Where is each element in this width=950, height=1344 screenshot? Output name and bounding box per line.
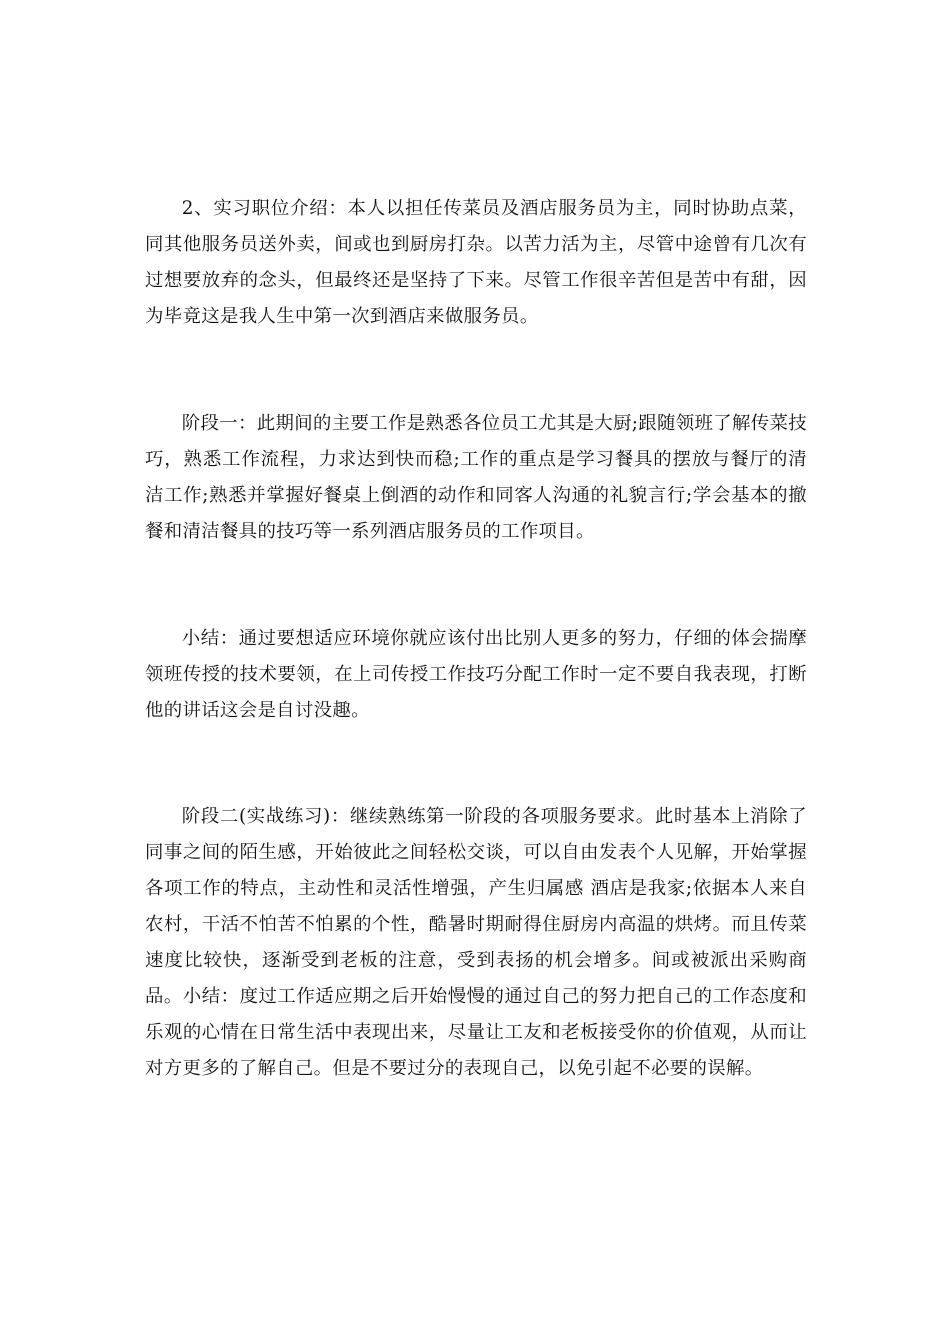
paragraph-stage-one: 阶段一：此期间的主要工作是熟悉各位员工尤其是大厨;跟随领班了解传菜技巧，熟悉工作流程，力求达到快而稳;工作的重点是学习餐具的摆放与餐厅的清洁工作;熟悉并掌握好餐桌上倒酒的动作和同客人沟通的礼貌言行;学会基本的撤餐和清洁餐具的技巧等一系列酒店服务员的工作项目。 xyxy=(145,413,807,542)
paragraph-stage-two: 阶段二(实战练习)：继续熟练第一阶段的各项服务要求。此时基本上消除了同事之间的陌生感，开始彼此之间轻松交谈，可以自由发表个人见解，开始掌握各项工作的特点，主动性和灵活性增强，产生归属感 酒店是我家;依据本人来自农村，干活不怕苦不怕累的个性，酷暑时期耐得住厨房内高温的烘烤。而且传菜速度比较快，逐渐受到老板的注意，受到表扬的机会增多。间或被派出采购商品。小结：度过工作适应期之后开始慢慢的通过自己的努力把自己的工作态度和乐观的心情在日常生活中表现出来，尽量让工友和老板接受你的价值观，从而让对方更多的了解自己。但是不要过分的表现自己，以免引起不必要的误解。 xyxy=(145,806,807,1079)
paragraph-summary-one: 小结：通过要想适应环境你就应该付出比别人更多的努力，仔细的体会揣摩领班传授的技术要领，在上司传授工作技巧分配工作时一定不要自我表现，打断他的讲话这会是自讨没趣。 xyxy=(145,628,807,721)
paragraph-internship-position: 2、实习职位介绍：本人以担任传菜员及酒店服务员为主，同时协助点菜，同其他服务员送外卖，间或也到厨房打杂。以苦力活为主，尽管中途曾有几次有过想要放弃的念头，但最终还是坚持了下来。尽管工作很辛苦但是苦中有甜，因为毕竟这是我人生中第一次到酒店来做服务员。 xyxy=(145,198,807,327)
